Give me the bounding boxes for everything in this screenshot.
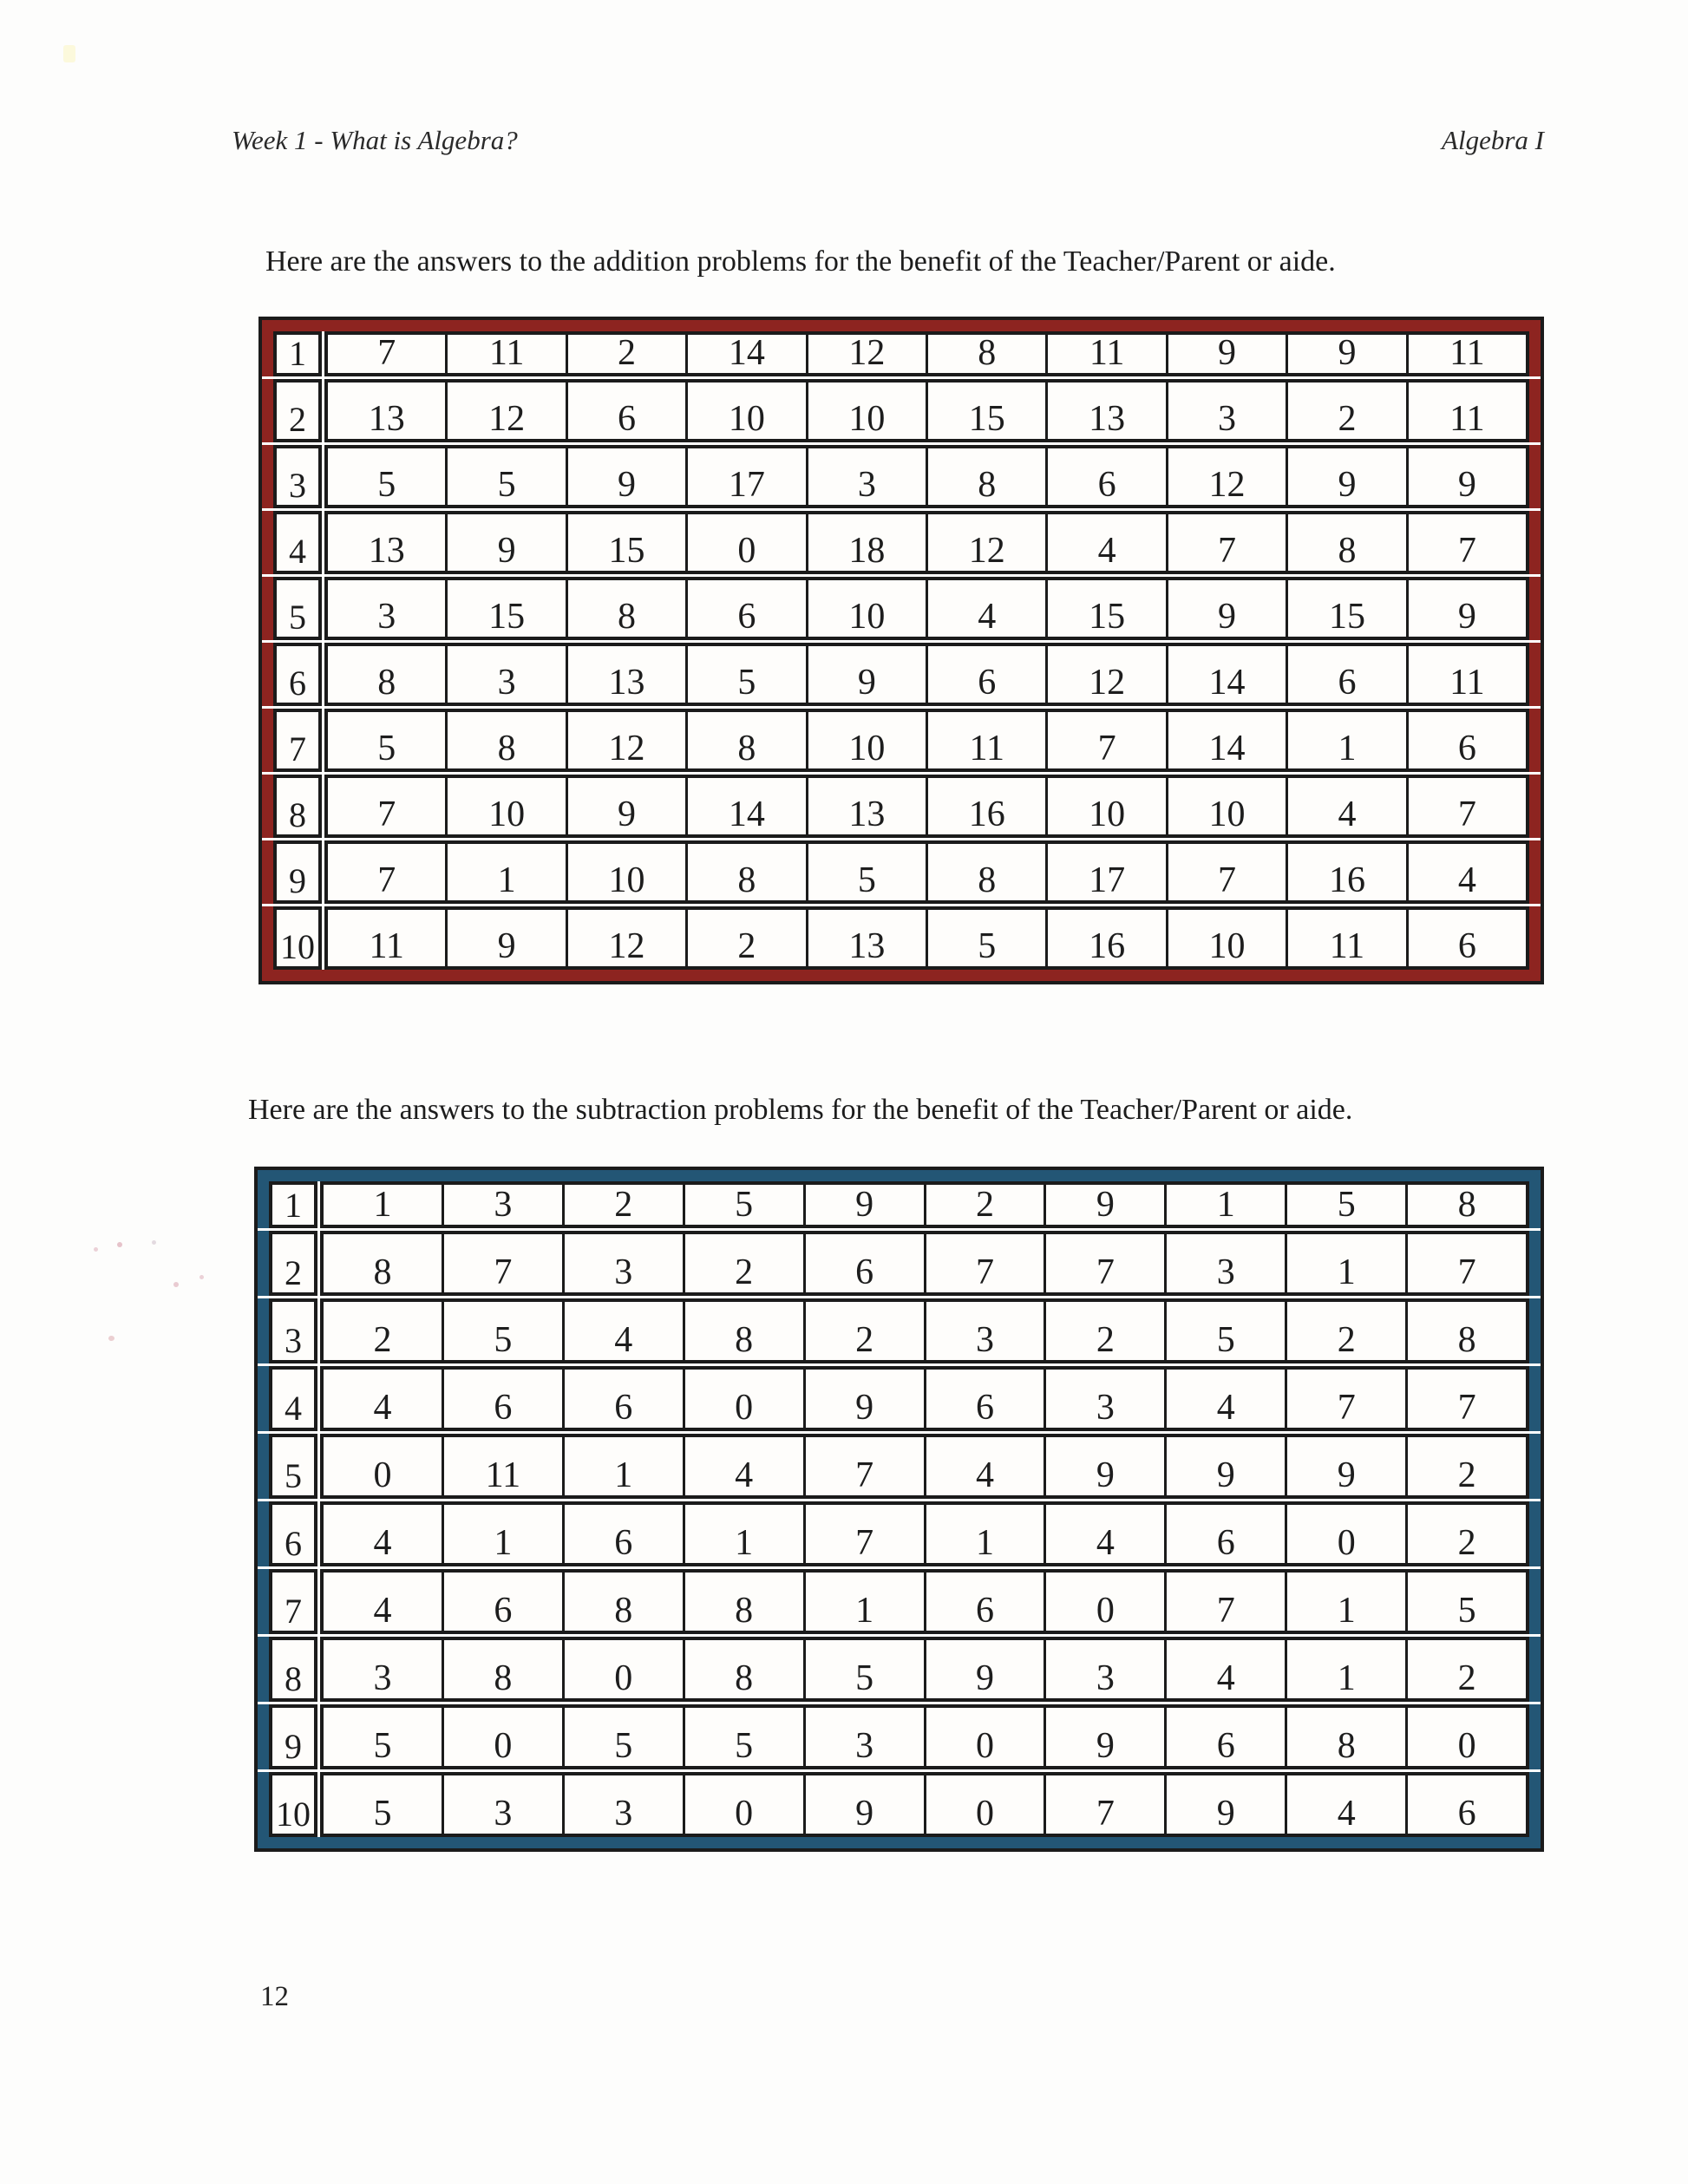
answer-cell: 10 xyxy=(808,580,928,637)
answer-cell: 6 xyxy=(1457,926,1476,966)
answer-cell: 10 xyxy=(1168,910,1288,966)
row-number-cell: 1 xyxy=(269,1181,317,1228)
answer-cell: 10 xyxy=(688,383,808,439)
answer-cell: 11 xyxy=(1048,335,1168,373)
answer-cell: 2 xyxy=(1457,1455,1476,1495)
answer-cell: 8 xyxy=(688,844,808,900)
answer-cell: 0 xyxy=(926,1708,1047,1766)
answer-cell: 9 xyxy=(806,1185,926,1225)
answer-cell: 10 xyxy=(1048,778,1168,834)
answer-cell: 1 xyxy=(324,1185,444,1225)
answer-cell: 3 xyxy=(1046,1370,1167,1428)
answer-cell: 5 xyxy=(1287,1185,1408,1225)
table-row xyxy=(262,577,1541,640)
table-row xyxy=(258,1637,1541,1702)
table-row xyxy=(262,331,1541,376)
answer-cell: 4 xyxy=(926,1437,1047,1495)
answer-cell: 1 xyxy=(1287,1234,1408,1292)
answers-group xyxy=(324,906,1529,970)
answer-cell: 2 xyxy=(565,1185,685,1225)
answer-cell: 7 xyxy=(328,335,448,373)
answer-cell: 1 xyxy=(1288,712,1408,768)
answer-cell: 6 xyxy=(565,1505,685,1563)
answer-cell: 6 xyxy=(1457,1794,1476,1834)
answer-cell: 10 xyxy=(568,844,688,900)
answer-cell: 12 xyxy=(568,910,688,966)
answer-cell: 7 xyxy=(806,1505,926,1563)
answer-cell: 8 xyxy=(685,1640,806,1698)
answer-cell: 2 xyxy=(806,1302,926,1360)
answer-cell: 11 xyxy=(928,712,1048,768)
answer-cell: 9 xyxy=(926,1640,1047,1698)
answers-group xyxy=(324,511,1529,574)
answer-cell: 16 xyxy=(1048,910,1168,966)
answer-cell: 8 xyxy=(568,580,688,637)
answers-group xyxy=(324,577,1529,640)
answer-cell: 9 xyxy=(568,778,688,834)
answer-cell: 8 xyxy=(448,712,567,768)
answer-cell: 7 xyxy=(1168,514,1288,571)
answer-cell: 16 xyxy=(1288,844,1408,900)
answer-cell: 5 xyxy=(688,646,808,703)
answer-cell: 11 xyxy=(1449,333,1485,373)
row-number-cell: 2 xyxy=(269,1231,317,1296)
answer-cell: 2 xyxy=(1288,383,1408,439)
answer-cell: 11 xyxy=(1288,910,1408,966)
answer-cell: 8 xyxy=(324,1234,444,1292)
answer-cell: 7 xyxy=(1457,1388,1476,1428)
answer-cell: 2 xyxy=(688,910,808,966)
answer-cell: 8 xyxy=(685,1302,806,1360)
answer-cell: 4 xyxy=(1288,778,1408,834)
answer-cell: 4 xyxy=(1048,514,1168,571)
row-number-cell: 2 xyxy=(273,379,322,442)
row-number-cell: 4 xyxy=(273,511,322,574)
answer-cell: 1 xyxy=(448,844,567,900)
answer-cell: 3 xyxy=(1168,383,1288,439)
table-row xyxy=(258,1298,1541,1363)
answer-cell: 9 xyxy=(1046,1708,1167,1766)
row-number-cell: 9 xyxy=(273,840,322,904)
answer-cell: 7 xyxy=(444,1234,565,1292)
answers-group xyxy=(320,1772,1529,1837)
answer-cell: 9 xyxy=(568,448,688,505)
row-number-cell: 6 xyxy=(269,1501,317,1566)
answers-group xyxy=(320,1298,1529,1363)
answer-cell: 8 xyxy=(565,1573,685,1631)
answer-cell: 15 xyxy=(928,383,1048,439)
answer-cell: 13 xyxy=(328,514,448,571)
answer-cell: 0 xyxy=(685,1775,806,1834)
answer-cell: 8 xyxy=(328,646,448,703)
answers-group xyxy=(320,1637,1529,1702)
answer-cell: 7 xyxy=(1048,712,1168,768)
subtraction-answers-table xyxy=(254,1167,1544,1852)
answer-cell: 6 xyxy=(1167,1505,1287,1563)
answer-cell: 15 xyxy=(1288,580,1408,637)
answer-cell: 4 xyxy=(1457,860,1476,900)
answer-cell: 0 xyxy=(324,1437,444,1495)
answer-cell: 0 xyxy=(688,514,808,571)
answer-cell: 9 xyxy=(448,514,567,571)
answer-cell: 5 xyxy=(324,1775,444,1834)
answers-group xyxy=(324,331,1529,376)
answer-cell: 4 xyxy=(928,580,1048,637)
answer-cell: 12 xyxy=(808,335,928,373)
answer-cell: 14 xyxy=(688,335,808,373)
answer-cell: 9 xyxy=(1046,1185,1167,1225)
row-number-cell: 8 xyxy=(273,775,322,838)
answer-cell: 9 xyxy=(1457,597,1476,637)
answer-cell: 1 xyxy=(1287,1640,1408,1698)
answer-cell: 2 xyxy=(1046,1302,1167,1360)
answer-cell: 10 xyxy=(448,778,567,834)
answer-cell: 4 xyxy=(565,1302,685,1360)
answer-cell: 7 xyxy=(926,1234,1047,1292)
answer-cell: 6 xyxy=(1457,729,1476,768)
answer-cell: 9 xyxy=(1046,1437,1167,1495)
scan-speck xyxy=(200,1275,204,1279)
table-frame-bottom xyxy=(258,1837,1541,1848)
answer-cell: 7 xyxy=(1168,844,1288,900)
answer-cell: 7 xyxy=(806,1437,926,1495)
answer-cell: 9 xyxy=(448,910,567,966)
answer-cell: 4 xyxy=(324,1505,444,1563)
answers-group xyxy=(320,1231,1529,1296)
table-row xyxy=(262,775,1541,838)
answer-cell: 14 xyxy=(1168,712,1288,768)
answer-cell: 0 xyxy=(1457,1726,1476,1766)
scan-speck xyxy=(117,1242,122,1247)
answer-cell: 14 xyxy=(1168,646,1288,703)
answer-cell: 0 xyxy=(444,1708,565,1766)
scan-speck xyxy=(173,1282,179,1287)
answer-cell: 7 xyxy=(328,778,448,834)
answer-cell: 7 xyxy=(1457,794,1476,834)
table-row xyxy=(258,1772,1541,1837)
answer-cell: 8 xyxy=(685,1573,806,1631)
answer-cell: 7 xyxy=(1046,1234,1167,1292)
answer-cell: 9 xyxy=(1168,580,1288,637)
answer-cell: 7 xyxy=(1287,1370,1408,1428)
answer-cell: 8 xyxy=(1288,514,1408,571)
answer-cell: 6 xyxy=(806,1234,926,1292)
answer-cell: 5 xyxy=(1457,1591,1476,1631)
answer-cell: 9 xyxy=(806,1775,926,1834)
answer-cell: 3 xyxy=(448,646,567,703)
answers-group xyxy=(324,840,1529,904)
answer-cell: 6 xyxy=(1048,448,1168,505)
answer-cell: 2 xyxy=(324,1302,444,1360)
row-number-cell: 5 xyxy=(273,577,322,640)
answer-cell: 5 xyxy=(928,910,1048,966)
answer-cell: 10 xyxy=(808,383,928,439)
answer-cell: 15 xyxy=(448,580,567,637)
answer-cell: 3 xyxy=(444,1775,565,1834)
answer-cell: 9 xyxy=(1168,335,1288,373)
page-header xyxy=(232,126,1544,155)
answer-cell: 3 xyxy=(444,1185,565,1225)
answer-cell: 3 xyxy=(926,1302,1047,1360)
row-number-cell: 7 xyxy=(273,709,322,772)
row-number-cell: 10 xyxy=(269,1772,317,1837)
table-row xyxy=(262,906,1541,970)
answer-cell: 9 xyxy=(1288,448,1408,505)
answers-group xyxy=(324,709,1529,772)
answer-cell: 13 xyxy=(1048,383,1168,439)
answer-cell: 9 xyxy=(1457,465,1476,505)
answer-cell: 8 xyxy=(1287,1708,1408,1766)
answer-cell: 18 xyxy=(808,514,928,571)
answer-cell: 7 xyxy=(1457,531,1476,571)
answer-cell: 5 xyxy=(808,844,928,900)
answer-cell: 6 xyxy=(1288,646,1408,703)
answer-cell: 3 xyxy=(808,448,928,505)
table-row xyxy=(262,511,1541,574)
row-number-cell: 9 xyxy=(269,1704,317,1769)
header-left-title: Week 1 - What is Algebra? xyxy=(232,125,518,155)
answers-group xyxy=(324,775,1529,838)
answer-cell: 15 xyxy=(1048,580,1168,637)
answer-cell: 3 xyxy=(1046,1640,1167,1698)
answer-cell: 8 xyxy=(928,844,1048,900)
row-number-cell: 7 xyxy=(269,1569,317,1634)
table-frame-top xyxy=(258,1170,1541,1181)
answers-group xyxy=(320,1434,1529,1499)
answer-cell: 12 xyxy=(1048,646,1168,703)
answer-cell: 12 xyxy=(928,514,1048,571)
answer-cell: 4 xyxy=(324,1370,444,1428)
answer-cell: 9 xyxy=(808,646,928,703)
answer-cell: 6 xyxy=(568,383,688,439)
answer-cell: 0 xyxy=(926,1775,1047,1834)
table-row xyxy=(258,1501,1541,1566)
answers-group xyxy=(320,1704,1529,1769)
answer-cell: 10 xyxy=(1168,778,1288,834)
row-number-cell: 3 xyxy=(269,1298,317,1363)
answer-cell: 2 xyxy=(1457,1523,1476,1563)
row-number-cell: 5 xyxy=(269,1434,317,1499)
answer-cell: 8 xyxy=(1457,1320,1476,1360)
addition-answers-table xyxy=(258,317,1544,984)
answer-cell: 2 xyxy=(1457,1658,1476,1698)
answer-cell: 8 xyxy=(444,1640,565,1698)
answer-cell: 6 xyxy=(928,646,1048,703)
answer-cell: 4 xyxy=(1046,1505,1167,1563)
answer-cell: 2 xyxy=(568,335,688,373)
table-row xyxy=(262,379,1541,442)
table-row xyxy=(262,643,1541,706)
table-row xyxy=(258,1366,1541,1431)
answer-cell: 3 xyxy=(565,1775,685,1834)
answer-cell: 7 xyxy=(1167,1573,1287,1631)
answers-group xyxy=(320,1181,1529,1228)
scan-speck xyxy=(152,1240,156,1245)
answer-cell: 0 xyxy=(685,1370,806,1428)
answer-cell: 5 xyxy=(685,1185,806,1225)
answer-cell: 4 xyxy=(1167,1370,1287,1428)
table-row xyxy=(258,1704,1541,1769)
answer-cell: 6 xyxy=(444,1370,565,1428)
answer-cell: 2 xyxy=(926,1185,1047,1225)
answer-cell: 11 xyxy=(1449,399,1485,439)
answer-cell: 17 xyxy=(1048,844,1168,900)
answer-cell: 0 xyxy=(1046,1573,1167,1631)
answer-cell: 1 xyxy=(1167,1185,1287,1225)
row-number-cell: 1 xyxy=(273,331,322,376)
answer-cell: 4 xyxy=(324,1573,444,1631)
answer-cell: 10 xyxy=(808,712,928,768)
row-number-cell: 4 xyxy=(269,1366,317,1431)
answer-cell: 9 xyxy=(806,1370,926,1428)
table-frame-top xyxy=(262,320,1541,331)
answer-cell: 17 xyxy=(688,448,808,505)
answer-cell: 3 xyxy=(1167,1234,1287,1292)
answer-cell: 16 xyxy=(928,778,1048,834)
table-row xyxy=(258,1569,1541,1634)
scan-speck xyxy=(94,1247,98,1252)
answer-cell: 6 xyxy=(444,1573,565,1631)
row-number-cell: 6 xyxy=(273,643,322,706)
answers-group xyxy=(320,1501,1529,1566)
answer-cell: 7 xyxy=(328,844,448,900)
answer-cell: 14 xyxy=(688,778,808,834)
answer-cell: 5 xyxy=(806,1640,926,1698)
answer-cell: 13 xyxy=(808,778,928,834)
answer-cell: 8 xyxy=(1457,1185,1476,1225)
answer-cell: 2 xyxy=(685,1234,806,1292)
answer-cell: 9 xyxy=(1167,1437,1287,1495)
table-row xyxy=(258,1434,1541,1499)
answer-cell: 8 xyxy=(928,335,1048,373)
answer-cell: 8 xyxy=(928,448,1048,505)
answer-cell: 5 xyxy=(328,712,448,768)
answers-group xyxy=(324,379,1529,442)
answer-cell: 1 xyxy=(926,1505,1047,1563)
answer-cell: 11 xyxy=(448,335,567,373)
row-number-cell: 10 xyxy=(273,906,322,970)
answer-cell: 4 xyxy=(1167,1640,1287,1698)
answer-cell: 12 xyxy=(568,712,688,768)
answer-cell: 3 xyxy=(565,1234,685,1292)
answer-cell: 5 xyxy=(328,448,448,505)
answer-cell: 11 xyxy=(444,1437,565,1495)
answer-cell: 6 xyxy=(1167,1708,1287,1766)
answer-cell: 2 xyxy=(1287,1302,1408,1360)
answer-cell: 3 xyxy=(806,1708,926,1766)
table-row xyxy=(262,445,1541,508)
answer-cell: 8 xyxy=(688,712,808,768)
table-frame-bottom xyxy=(262,970,1541,981)
answer-cell: 5 xyxy=(444,1302,565,1360)
subtraction-caption: Here are the answers to the subtraction problems for the benefit of the Teacher/Parent or aide. xyxy=(248,1094,1353,1126)
row-number-cell: 8 xyxy=(269,1637,317,1702)
answer-cell: 9 xyxy=(1288,335,1408,373)
answers-group xyxy=(324,445,1529,508)
answer-cell: 11 xyxy=(1449,663,1485,703)
answer-cell: 6 xyxy=(926,1573,1047,1631)
answer-cell: 3 xyxy=(328,580,448,637)
answer-cell: 15 xyxy=(568,514,688,571)
answer-cell: 5 xyxy=(685,1708,806,1766)
answers-group xyxy=(324,643,1529,706)
answer-cell: 5 xyxy=(448,448,567,505)
answer-cell: 1 xyxy=(444,1505,565,1563)
header-right-title: Algebra I xyxy=(1442,125,1544,155)
answer-cell: 1 xyxy=(806,1573,926,1631)
answer-cell: 3 xyxy=(324,1640,444,1698)
answers-group xyxy=(320,1569,1529,1634)
scan-speck xyxy=(63,45,75,62)
answer-cell: 13 xyxy=(808,910,928,966)
answer-cell: 4 xyxy=(1287,1775,1408,1834)
answer-cell: 6 xyxy=(688,580,808,637)
answer-cell: 9 xyxy=(1167,1775,1287,1834)
answer-cell: 6 xyxy=(565,1370,685,1428)
answer-cell: 12 xyxy=(1168,448,1288,505)
answer-cell: 5 xyxy=(324,1708,444,1766)
answer-cell: 7 xyxy=(1457,1252,1476,1292)
answer-cell: 5 xyxy=(565,1708,685,1766)
answer-cell: 5 xyxy=(1167,1302,1287,1360)
answer-cell: 13 xyxy=(568,646,688,703)
answer-cell: 1 xyxy=(685,1505,806,1563)
row-number-cell: 3 xyxy=(273,445,322,508)
answer-cell: 7 xyxy=(1046,1775,1167,1834)
answer-cell: 1 xyxy=(565,1437,685,1495)
page-number: 12 xyxy=(260,1981,289,2012)
answer-cell: 1 xyxy=(1287,1573,1408,1631)
addition-caption: Here are the answers to the addition problems for the benefit of the Teacher/Parent or aide. xyxy=(265,245,1336,278)
scan-speck xyxy=(108,1336,114,1341)
table-row xyxy=(258,1231,1541,1296)
table-row xyxy=(262,709,1541,772)
answer-cell: 9 xyxy=(1287,1437,1408,1495)
answers-group xyxy=(320,1366,1529,1431)
answer-cell: 0 xyxy=(1287,1505,1408,1563)
table-row xyxy=(262,840,1541,904)
table-row xyxy=(258,1181,1541,1228)
answer-cell: 12 xyxy=(448,383,567,439)
answer-cell: 13 xyxy=(328,383,448,439)
answer-cell: 4 xyxy=(685,1437,806,1495)
answer-cell: 11 xyxy=(328,910,448,966)
answer-cell: 6 xyxy=(926,1370,1047,1428)
answer-cell: 0 xyxy=(565,1640,685,1698)
